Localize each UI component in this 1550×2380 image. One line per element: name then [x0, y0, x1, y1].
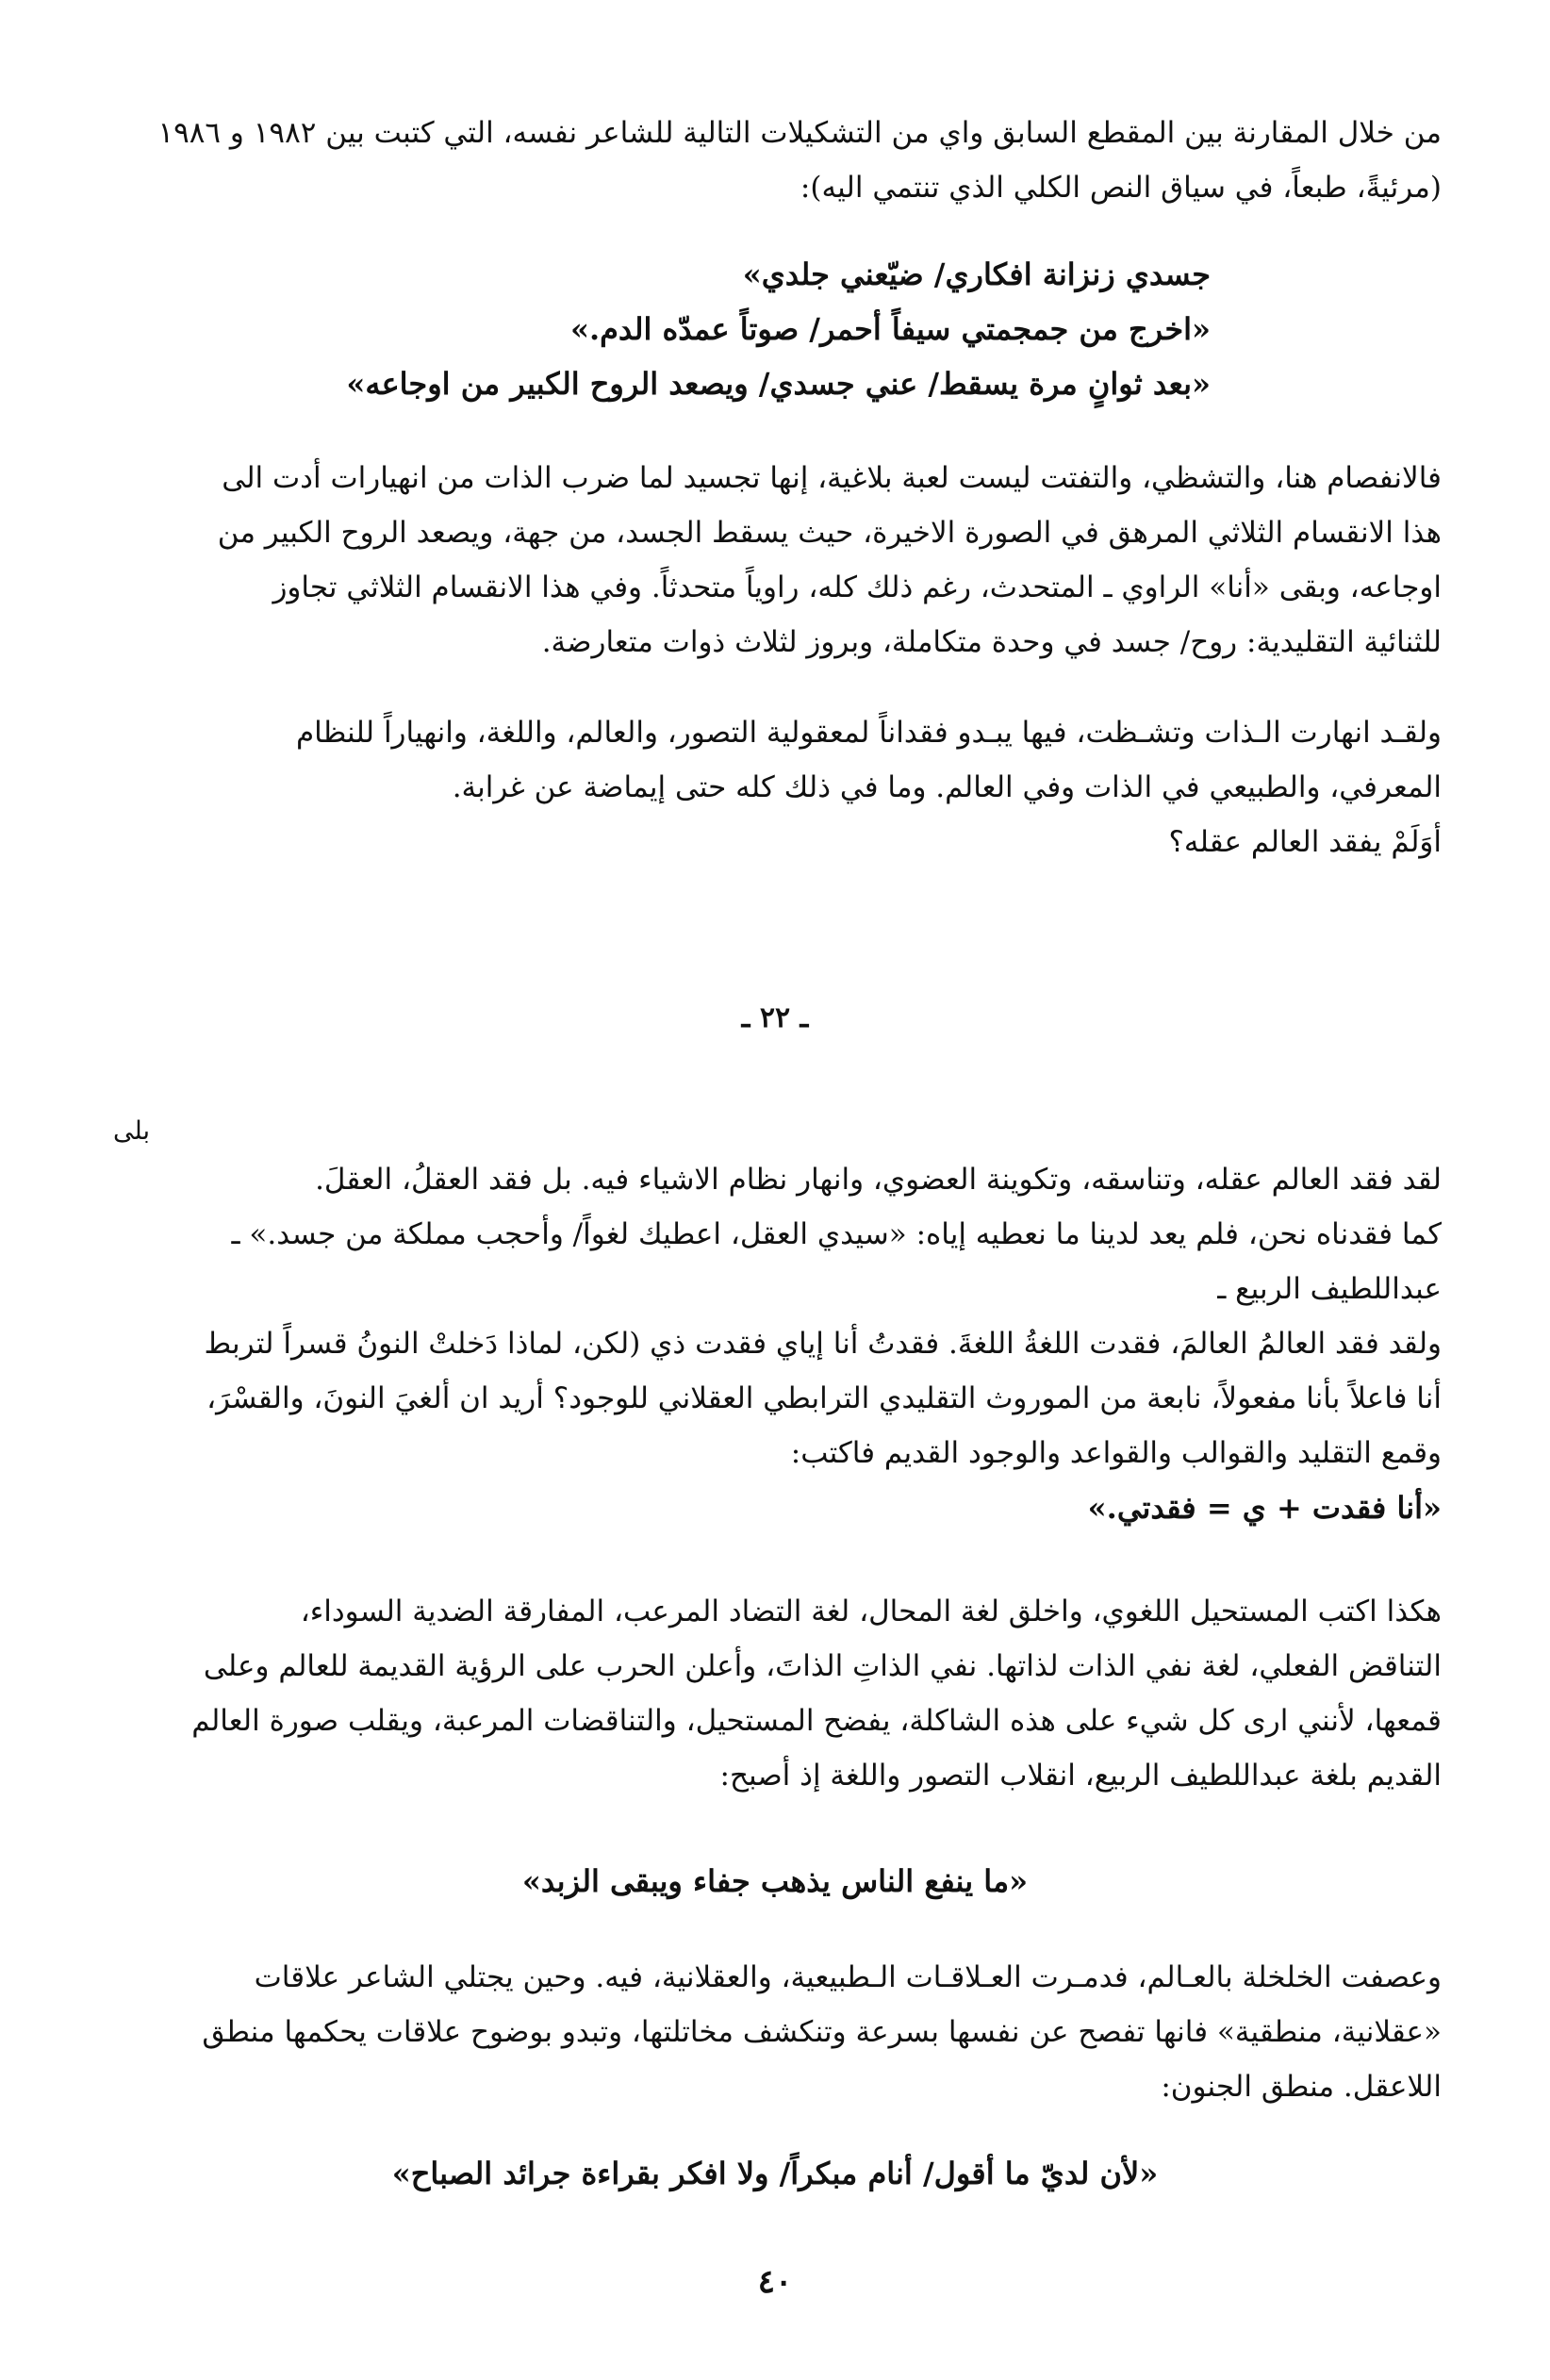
text-line: أوَلَمْ يفقد العالم عقله؟: [1168, 825, 1442, 859]
verse-block-1: [268, 247, 1211, 411]
text-line: عبداللطيف الربيع ـ: [1217, 1272, 1442, 1306]
text-line: اللاعقل. منطق الجنون:: [1161, 2070, 1442, 2104]
text-line: من خلال المقارنة بين المقطع السابق واي من التشكيلات التالية للشاعر نفسه، التي كتبت بين ١٩٨٢ و ١٩٨٦: [157, 116, 1442, 150]
text-line: المعرفي، والطبيعي في الذات وفي العالم. وما في ذلك كله حتى إيماضة عن غرابة.: [452, 770, 1442, 804]
intro-paragraph: [112, 106, 1442, 215]
small-word: بلى: [113, 1116, 150, 1146]
page-number: ٤٠: [757, 2263, 793, 2301]
text-line: اوجاعه، وبقى «أنا» الراوي ـ المتحدث، رغم ذلك كله، راوياً متحدثاً. وفي هذا الانقسام الثلاثي تجاوز: [272, 570, 1442, 604]
text-line: أنا فاعلاً بأنا مفعولاً، نابعة من الموروث التقليدي الترابطي العقلاني للوجود؟ أريد ان ألغيَ النونَ، والقسْرَ،: [206, 1381, 1442, 1415]
paragraph-impossible: [112, 1584, 1442, 1803]
text-line: هكذا اكتب المستحيل اللغوي، واخلق لغة المحال، لغة التضاد المرعب، المفارقة الضدية السوداء،: [300, 1595, 1442, 1628]
text-line: ولقد فقد العالمُ العالمَ، فقدت اللغةُ اللغةَ. فقدتُ أنا إياي فقدت ذي (لكن، لماذا دَخلتْ النونُ قسراً لتربط: [204, 1327, 1442, 1361]
paragraph-collapse: [112, 705, 1442, 869]
text-line: وقمع التقليد والقوالب والقواعد والوجود القديم فاكتب:: [790, 1436, 1442, 1470]
text-line: للثنائية التقليدية: روح/ جسد في وحدة متكاملة، وبروز لثلاث ذوات متعارضة.: [541, 625, 1442, 659]
text-line: لقد فقد العالم عقله، وتناسقه، وتكوينة العضوي، وانهار نظام الاشياء فيه. بل فقد العقلُ، العقلَ.: [315, 1163, 1442, 1197]
text-line: القديم بلغة عبداللطيف الربيع، انقلاب التصور واللغة إذ أصبح:: [719, 1759, 1442, 1793]
text-line: هذا الانقسام الثلاثي المرهق في الصورة الاخيرة، حيث يسقط الجسد، من جهة، ويصعد الروح الكبير من: [217, 516, 1442, 550]
text-line: قمعها، لأنني ارى كل شيء على هذه الشاكلة، يفضح المستحيل، والتناقضات المرعبة، ويقلب صورة العالم: [191, 1704, 1442, 1738]
quote-line: «لأن لديّ ما أقول/ أنام مبكراً/ ولا افكر بقراءة جرائد الصباح»: [391, 2156, 1159, 2191]
quote-line: «ما ينفع الناس يذهب جفاء ويبقى الزبد»: [521, 1863, 1029, 1899]
paragraph-chaos: [112, 1950, 1442, 2114]
verse-line: «اخرج من جمجمتي سيفاً أحمر/ صوتاً عمدّه الدم.»: [569, 311, 1211, 347]
text-line: فالانفصام هنا، والتشظي، والتفتت ليست لعبة بلاغية، إنها تجسيد لما ضرب الذات من انهيارات أدت الى: [222, 461, 1442, 495]
paragraph-fragmentation: [112, 451, 1442, 669]
paragraph-lost-mind: [112, 1152, 1442, 1480]
text-line: كما فقدناه نحن، فلم يعد لدينا ما نعطيه إياه: «سيدي العقل، اعطيك لغواً/ وأحجب مملكة من جسد.» ـ: [231, 1217, 1442, 1251]
text-line: وعصفت الخلخلة بالعـالم، فدمـرت العـلاقـات الـطبيعية، والعقلانية، فيه. وحين يجتلي الشاعر علاقات: [254, 1960, 1442, 1994]
text-line: (مرئيةً، طبعاً، في سياق النص الكلي الذي تنتمي اليه):: [800, 171, 1442, 205]
text-line: «عقلانية، منطقية» فانها تفصح عن نفسها بسرعة وتنكشف مخاتلتها، وتبدو بوضوح علاقات يحكمها منطق: [202, 2015, 1442, 2049]
verse-line: «بعد ثوانٍ مرة يسقط/ عني جسدي/ ويصعد الروح الكبير من اوجاعه»: [346, 366, 1211, 402]
verse-line: جسدي زنزانة افكاري/ ضيّعني جلدي»: [742, 256, 1211, 292]
formula-line: «أنا فقدت + ي = فقدتي.»: [1087, 1490, 1442, 1526]
text-line: ولقـد انهارت الـذات وتشـظت، فيها يبـدو فقداناً لمعقولية التصور، والعالم، واللغة، وانهياراً للنظام: [295, 716, 1442, 750]
text-line: التناقض الفعلي، لغة نفي الذات لذاتها. نفي الذاتِ الذاتَ، وأعلن الحرب على الرؤية القديمة للعالم وعلى: [203, 1649, 1442, 1683]
page-marker: ـ ٢٢ ـ: [741, 1001, 809, 1034]
